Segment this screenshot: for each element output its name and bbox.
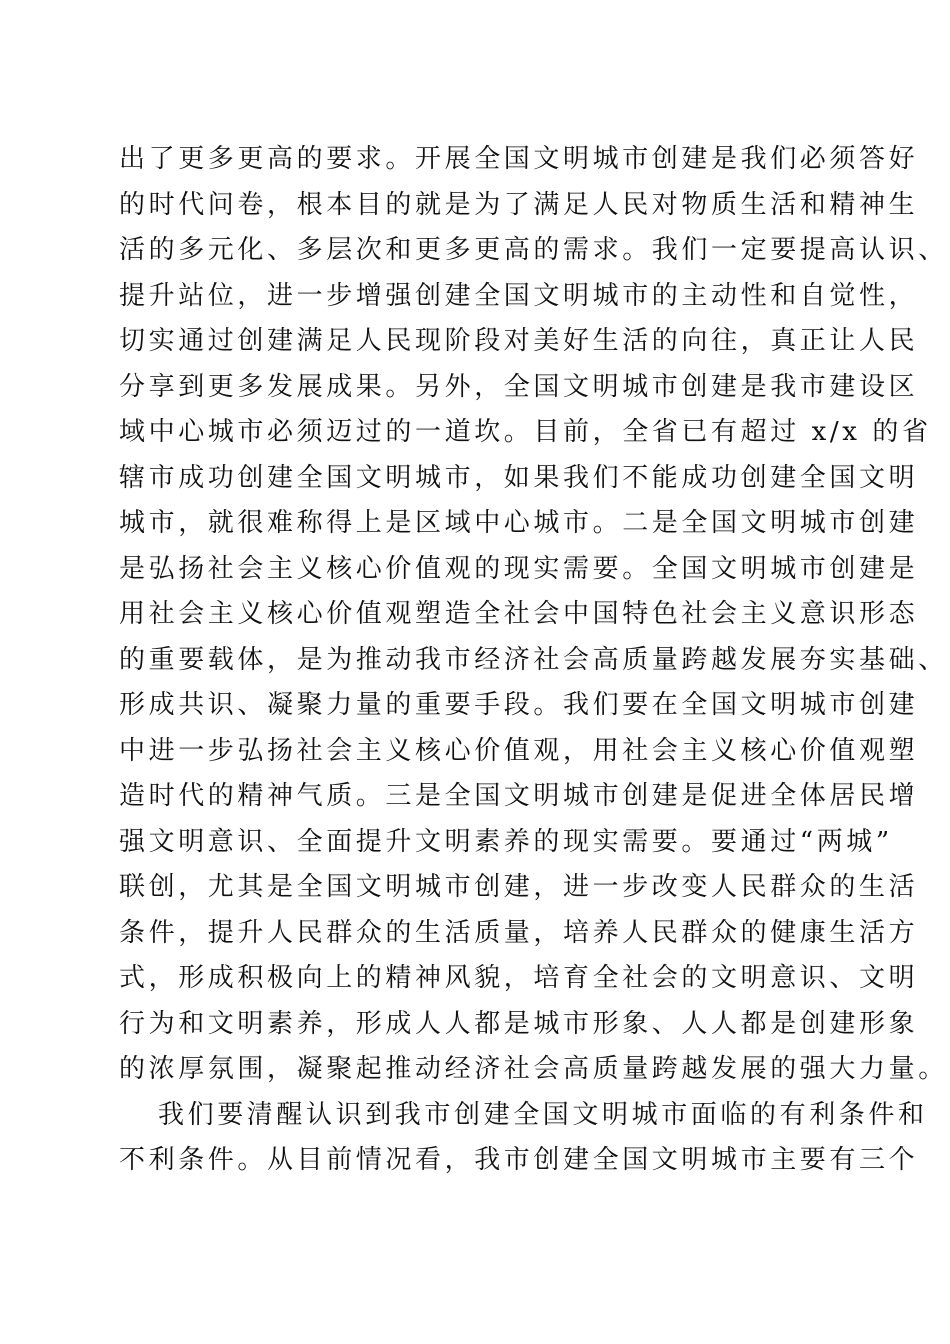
text-line: 的重要载体，是为推动我市经济社会高质量跨越发展夯实基础、 (119, 644, 948, 675)
text-line: 切实通过创建满足人民现阶段对美好生活的向往，真正让人民 (119, 326, 919, 356)
text-line: 城市，就很难称得上是区域中心城市。二是全国文明城市创建 (119, 508, 919, 538)
text-line: 出了更多更高的要求。开展全国文明城市创建是我们必须答好 (119, 144, 919, 174)
text-line: 条件，提升人民群众的生活质量，培养人民群众的健康生活方 (119, 917, 919, 948)
text-line: 域中心城市必须迈过的一道坎。目前，全省已有超过 x/x 的省 (119, 417, 932, 447)
text-line: 联创，尤其是全国文明城市创建，进一步改变人民群众的生活 (119, 872, 919, 902)
text-line: 用社会主义核心价值观塑造全社会中国特色社会主义意识形态 (119, 599, 919, 629)
body-text (119, 137, 948, 1184)
paragraph-2 (119, 1093, 928, 1184)
text-line: 中进一步弘扬社会主义核心价值观，用社会主义核心价值观塑 (119, 735, 919, 766)
text-line: 造时代的精神气质。三是全国文明城市创建是促进全体居民增 (119, 781, 919, 811)
text-line: 形成共识、凝聚力量的重要手段。我们要在全国文明城市创建 (119, 690, 919, 720)
text-line: 的时代问卷，根本目的就是为了满足人民对物质生活和精神生 (119, 189, 919, 220)
text-line: 提升站位，进一步增强创建全国文明城市的主动性和自觉性， (119, 280, 919, 311)
text-line: 辖市成功创建全国文明城市，如果我们不能成功创建全国文明 (119, 462, 919, 493)
text-line: 强文明意识、全面提升文明素养的现实需要。要通过“两城” (119, 826, 893, 857)
text-line: 的浓厚氛围，凝聚起推动经济社会高质量跨越发展的强大力量。 (119, 1054, 948, 1084)
text-line: 不利条件。从目前情况看，我市创建全国文明城市主要有三个 (119, 1145, 919, 1175)
paragraph-1 (119, 137, 948, 1093)
text-line: 式，形成积极向上的精神风貌，培育全社会的文明意识、文明 (119, 963, 919, 993)
text-line: 我们要清醒认识到我市创建全国文明城市面临的有利条件和 (158, 1099, 928, 1130)
text-line: 分享到更多发展成果。另外，全国文明城市创建是我市建设区 (119, 371, 919, 402)
text-line: 活的多元化、多层次和更多更高的需求。我们一定要提高认识、 (119, 235, 948, 265)
text-line: 是弘扬社会主义核心价值观的现实需要。全国文明城市创建是 (119, 553, 919, 584)
text-line: 行为和文明素养，形成人人都是城市形象、人人都是创建形象 (119, 1008, 919, 1039)
